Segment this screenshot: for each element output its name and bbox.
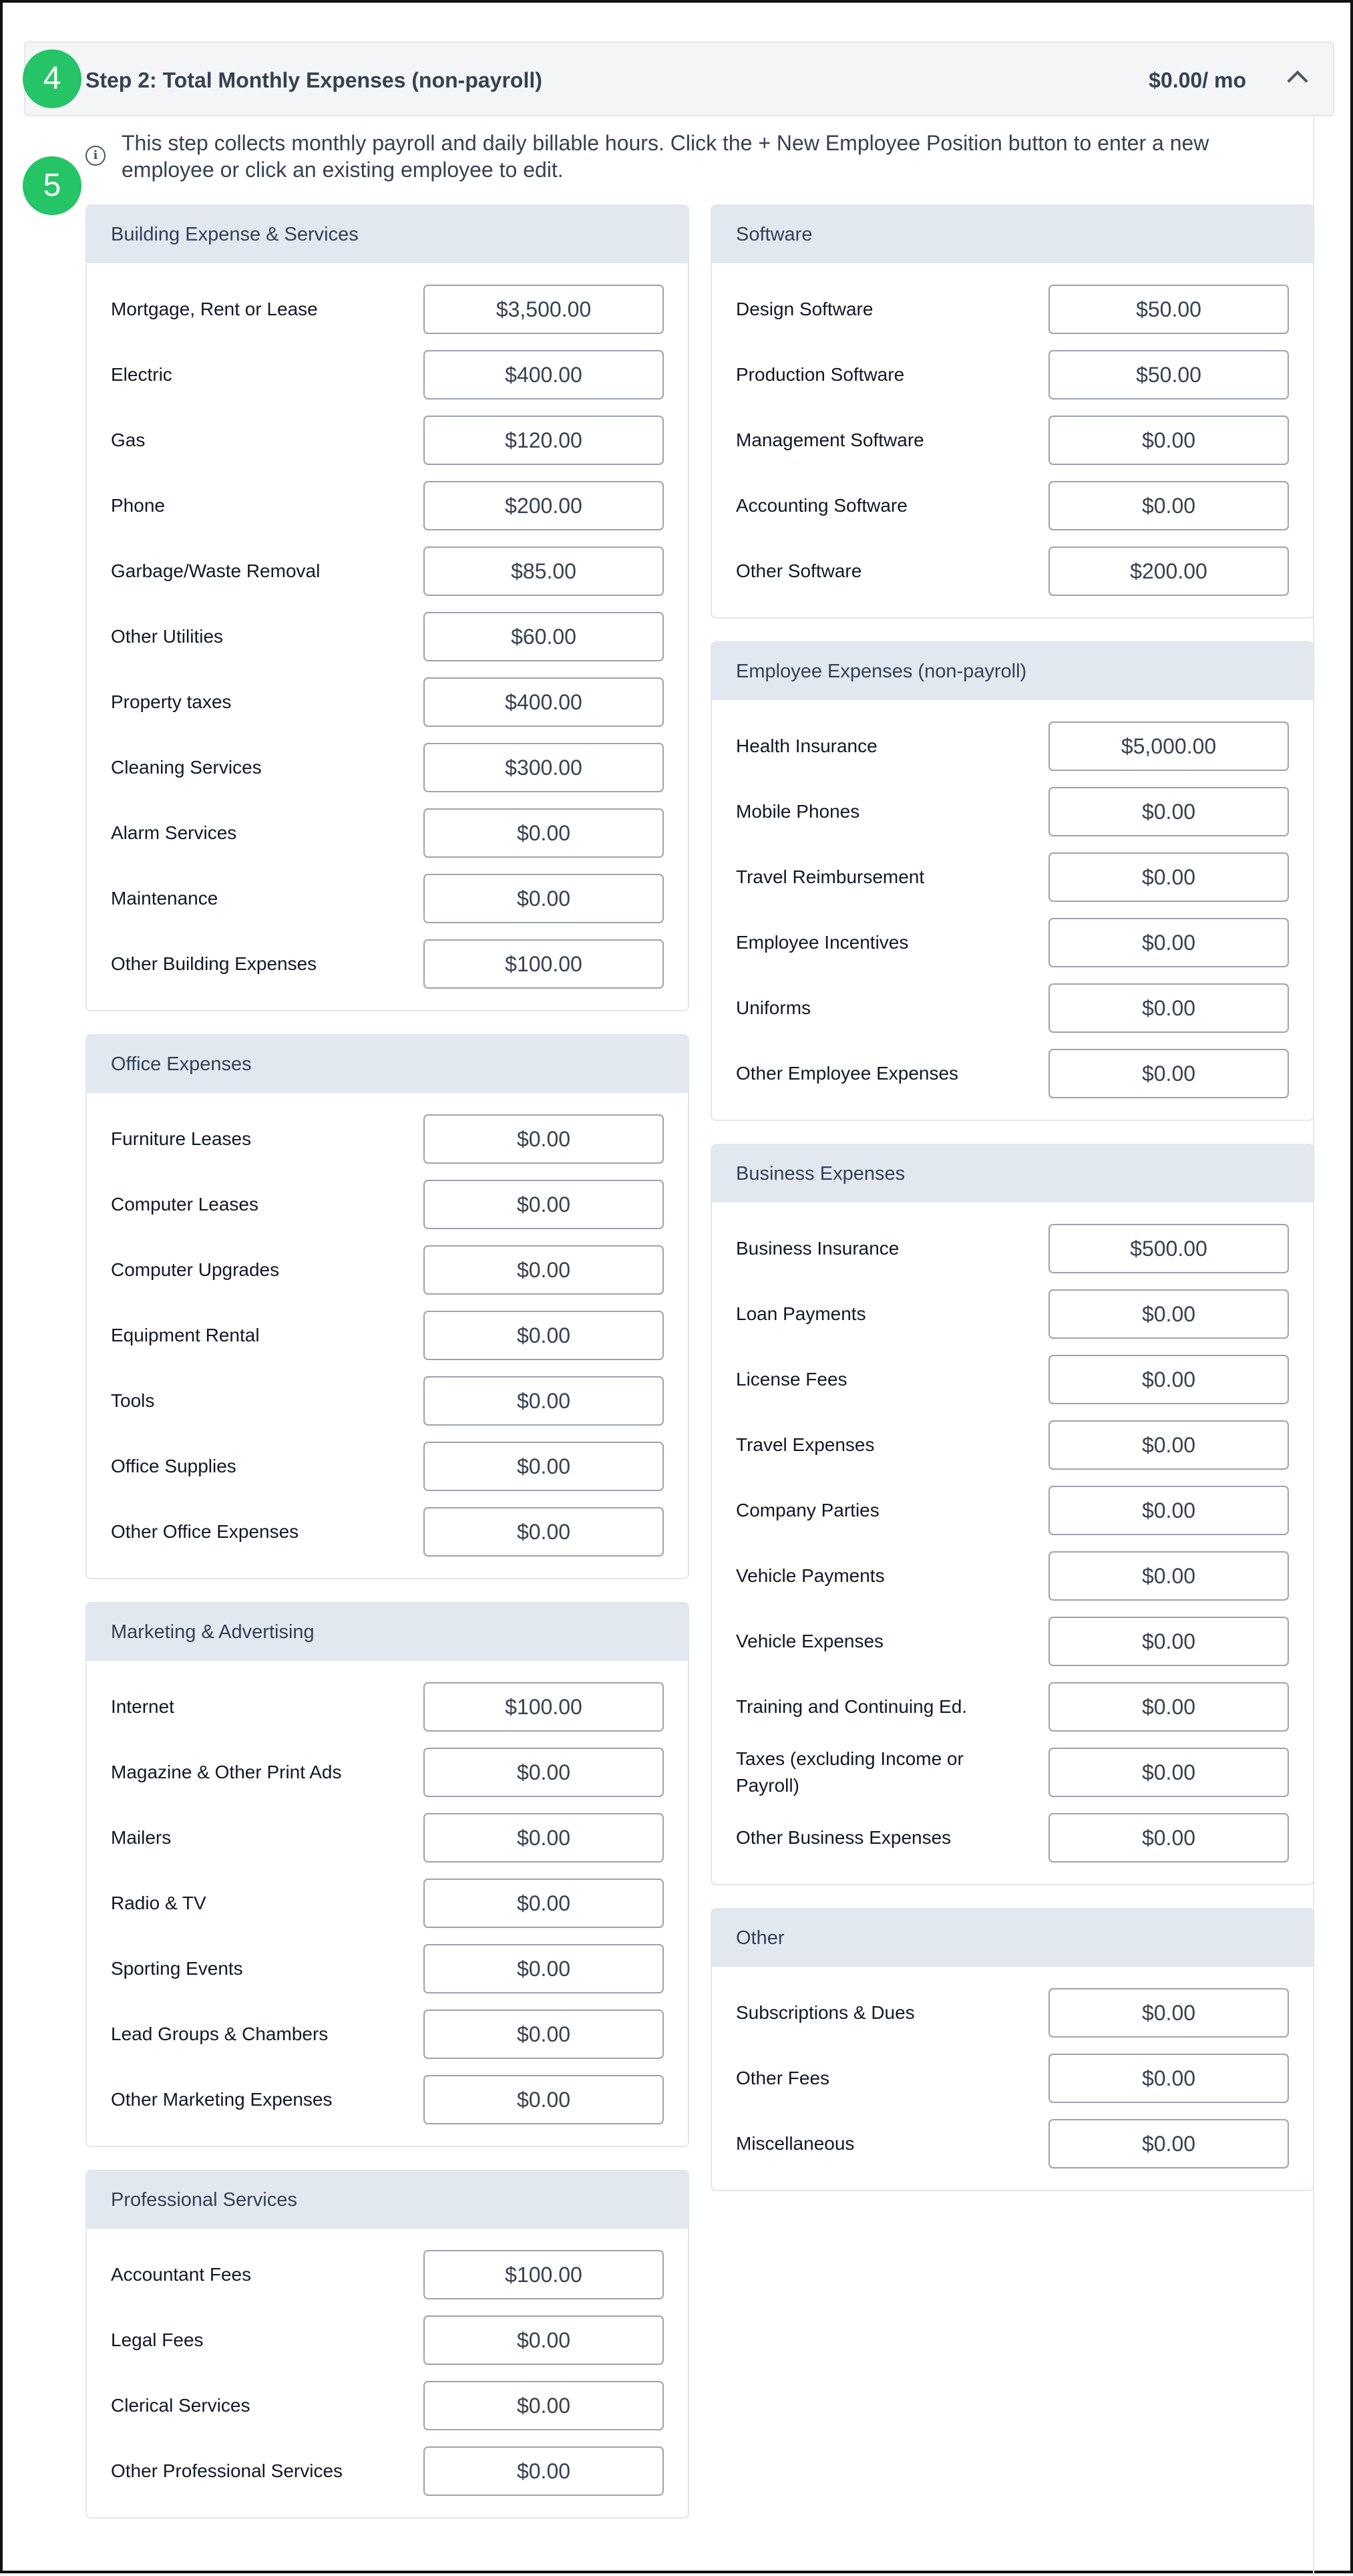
expense-row [87, 342, 688, 408]
expense-label: Accounting Software [736, 495, 908, 516]
expense-label: Company Parties [736, 1500, 880, 1520]
panel-business-expenses [711, 1144, 1314, 1885]
expense-label: Business Insurance [736, 1238, 900, 1259]
expense-amount-input[interactable] [423, 416, 664, 465]
expense-label: Computer Leases [111, 1194, 259, 1215]
expense-label: Other Office Expenses [111, 1521, 299, 1542]
expense-amount-input[interactable] [1048, 1486, 1289, 1535]
expense-row [87, 2373, 688, 2438]
expense-row [712, 1674, 1313, 1740]
expense-amount-input[interactable] [423, 2009, 664, 2059]
expense-label: Subscriptions & Dues [736, 2002, 915, 2023]
expense-row [712, 473, 1313, 538]
expense-label: Other Marketing Expenses [111, 2089, 333, 2110]
expense-label: Training and Continuing Ed. [736, 1696, 968, 1717]
expense-amount-input[interactable] [423, 1311, 664, 1360]
info-number-badge: 5 [23, 156, 81, 215]
expense-row [87, 1740, 688, 1805]
chevron-up-icon[interactable] [1287, 70, 1308, 91]
expense-amount-input[interactable] [423, 481, 664, 530]
panel-header: Other [712, 1909, 1313, 1967]
expense-amount-input[interactable] [1048, 1682, 1289, 1732]
expense-row [712, 1478, 1313, 1543]
expense-amount-input[interactable] [1048, 285, 1289, 334]
expense-label: Electric [111, 364, 172, 385]
panel-header: Professional Services [87, 2171, 688, 2229]
panel-body [87, 2229, 688, 2517]
expense-label: Mailers [111, 1827, 172, 1848]
expense-amount-input[interactable] [1048, 721, 1289, 771]
expense-amount-input[interactable] [1048, 416, 1289, 465]
expense-label: Other Employee Expenses [736, 1063, 959, 1084]
panel-body [712, 1967, 1313, 2190]
expense-label: Miscellaneous [736, 2133, 855, 2154]
expense-amount-input[interactable] [423, 2381, 664, 2430]
panel-professional-services [85, 2170, 689, 2519]
expense-label: Other Utilities [111, 626, 224, 647]
step-header[interactable] [24, 41, 1334, 116]
expense-row [712, 2046, 1313, 2111]
expense-label: Tools [111, 1390, 155, 1411]
expense-amount-input[interactable] [1048, 787, 1289, 836]
expense-row [712, 1609, 1313, 1674]
expense-row [87, 1936, 688, 2001]
expense-row [87, 1434, 688, 1499]
info-text: This step collects monthly payroll and daily billable hours. Click the + New Employee Position button to enter a new employee or click an existing employee to edit. [122, 131, 1209, 182]
expense-row [712, 1980, 1313, 2046]
expense-amount-input[interactable] [423, 939, 664, 989]
expense-row [712, 1543, 1313, 1609]
expense-label: Taxes (excluding Income or Payroll) [736, 1748, 964, 1796]
expense-row [87, 2242, 688, 2307]
panel-header: Employee Expenses (non-payroll) [712, 643, 1313, 700]
expense-label: Office Supplies [111, 1456, 236, 1476]
panel-body [712, 1202, 1313, 1884]
expense-row [87, 1805, 688, 1871]
expense-amount-input[interactable] [423, 2315, 664, 2365]
expense-row [87, 1368, 688, 1434]
info-icon: i [85, 146, 106, 166]
expense-row [87, 1871, 688, 1936]
panel-header: Building Expense & Services [87, 206, 688, 263]
expense-label: Property taxes [111, 691, 232, 712]
expense-row [87, 2438, 688, 2504]
expense-row [712, 975, 1313, 1041]
expense-amount-input[interactable] [423, 1180, 664, 1229]
panel-building-expense-services [85, 204, 689, 1011]
expense-label: Mobile Phones [736, 801, 860, 822]
expense-label: Other Professional Services [111, 2460, 343, 2481]
expense-amount-input[interactable] [423, 677, 664, 727]
expense-label: Maintenance [111, 888, 218, 909]
panel-header: Business Expenses [712, 1145, 1313, 1202]
expense-amount-input[interactable] [423, 546, 664, 596]
panel-employee-expenses [711, 641, 1314, 1121]
panel-other [711, 1908, 1314, 2191]
panel-body [87, 1661, 688, 2146]
expense-amount-input[interactable] [1048, 546, 1289, 596]
expense-row [87, 735, 688, 800]
expense-label: Sporting Events [111, 1958, 243, 1979]
expense-amount-input[interactable] [1048, 1988, 1289, 2038]
expense-amount-input[interactable] [423, 1114, 664, 1164]
expense-amount-input[interactable] [1048, 1617, 1289, 1666]
expense-label: Equipment Rental [111, 1325, 260, 1345]
expense-row [87, 1499, 688, 1565]
expense-label: Computer Upgrades [111, 1259, 280, 1280]
expense-amount-input[interactable] [1048, 918, 1289, 967]
expense-label: Health Insurance [736, 736, 878, 756]
expense-amount-input[interactable] [423, 2075, 664, 2124]
expense-label: Other Business Expenses [736, 1827, 952, 1848]
expense-label: Magazine & Other Print Ads [111, 1762, 342, 1782]
expense-amount-input[interactable] [1048, 1224, 1289, 1273]
expense-label: Mortgage, Rent or Lease [111, 299, 318, 319]
expense-amount-input[interactable] [423, 285, 664, 334]
expense-amount-input[interactable] [1048, 2054, 1289, 2103]
expense-amount-input[interactable] [1048, 1049, 1289, 1098]
expense-row [712, 844, 1313, 910]
expense-amount-input[interactable] [423, 874, 664, 923]
step-title: Step 2: Total Monthly Expenses (non-payroll) [85, 68, 542, 92]
expense-amount-input[interactable] [423, 1682, 664, 1732]
expense-label: Other Building Expenses [111, 953, 317, 974]
expense-row [712, 1281, 1313, 1347]
expense-row [712, 910, 1313, 975]
panel-software [711, 204, 1314, 619]
expense-label: Other Software [736, 560, 862, 581]
expense-label: Radio & TV [111, 1893, 206, 1913]
expense-row [712, 342, 1313, 408]
expense-amount-input[interactable] [423, 1442, 664, 1491]
expense-amount-input[interactable] [1048, 1420, 1289, 1470]
expense-label: Alarm Services [111, 822, 237, 843]
panel-marketing-advertising [85, 1602, 689, 2147]
panel-body [712, 700, 1313, 1120]
left-column [85, 204, 689, 2541]
expense-row [87, 2307, 688, 2373]
expense-amount-input[interactable] [423, 1376, 664, 1426]
expense-amount-input[interactable] [423, 2250, 664, 2299]
expense-label: Clerical Services [111, 2395, 250, 2416]
panel-body [87, 263, 688, 1010]
panel-office-expenses [85, 1034, 689, 1579]
expense-row [712, 1740, 1313, 1805]
expense-row [87, 473, 688, 538]
expense-row [87, 2001, 688, 2067]
step-number-badge: 4 [23, 49, 81, 108]
expense-amount-input[interactable] [1048, 1289, 1289, 1339]
expense-amount-input[interactable] [423, 1748, 664, 1797]
expense-amount-input[interactable] [423, 743, 664, 792]
expense-amount-input[interactable] [423, 350, 664, 399]
expense-label: License Fees [736, 1369, 847, 1390]
expense-row [87, 2067, 688, 2132]
expense-label: Gas [111, 430, 146, 450]
expense-row [87, 277, 688, 342]
expense-row [87, 866, 688, 931]
expense-row [712, 713, 1313, 779]
expense-amount-input[interactable] [1048, 1551, 1289, 1601]
expense-amount-input[interactable] [1048, 852, 1289, 902]
expense-label: Vehicle Expenses [736, 1631, 884, 1651]
expense-amount-input[interactable] [423, 612, 664, 661]
expense-label: Design Software [736, 299, 874, 319]
expense-label: Uniforms [736, 997, 811, 1018]
expense-amount-input[interactable] [1048, 350, 1289, 399]
expense-label: Phone [111, 495, 165, 516]
expense-amount-input[interactable] [1048, 2119, 1289, 2168]
expense-row [87, 1303, 688, 1368]
expense-row [712, 2111, 1313, 2177]
expense-amount-input[interactable] [423, 1879, 664, 1928]
expense-row [87, 1674, 688, 1740]
expense-label: Internet [111, 1696, 174, 1717]
expense-label: Other Fees [736, 2068, 830, 2088]
step-total-amount: $0.00/ mo [1149, 68, 1246, 92]
expense-amount-input[interactable] [1048, 1748, 1289, 1797]
expense-amount-input[interactable] [423, 1944, 664, 1993]
expense-label: Vehicle Payments [736, 1565, 885, 1586]
expense-row [87, 1106, 688, 1172]
expense-row [87, 604, 688, 669]
expense-label: Travel Expenses [736, 1434, 875, 1455]
expense-row [87, 538, 688, 604]
expense-row [712, 538, 1313, 604]
panel-header: Marketing & Advertising [87, 1603, 688, 1661]
expense-amount-input[interactable] [1048, 1813, 1289, 1863]
expense-row [87, 800, 688, 866]
expense-row [87, 1237, 688, 1303]
panel-header: Software [712, 206, 1313, 263]
expense-amount-input[interactable] [423, 2446, 664, 2496]
expense-row [87, 408, 688, 473]
expense-label: Loan Payments [736, 1303, 866, 1324]
expense-row [712, 779, 1313, 844]
expense-label: Garbage/Waste Removal [111, 560, 321, 581]
expense-label: Employee Incentives [736, 932, 909, 953]
expense-row [712, 277, 1313, 342]
expense-row [712, 1347, 1313, 1412]
expense-label: Production Software [736, 364, 905, 385]
expense-label: Cleaning Services [111, 757, 262, 778]
expense-label: Lead Groups & Chambers [111, 2024, 329, 2044]
expense-amount-input[interactable] [423, 1813, 664, 1863]
panel-header: Office Expenses [87, 1035, 688, 1093]
expense-label: Furniture Leases [111, 1128, 252, 1149]
expense-label: Accountant Fees [111, 2264, 252, 2285]
expense-label: Management Software [736, 430, 924, 450]
expense-amount-input[interactable] [423, 808, 664, 858]
expense-amount-input[interactable] [1048, 1355, 1289, 1404]
panel-body [87, 1093, 688, 1578]
right-column [711, 204, 1314, 2214]
expense-row [87, 669, 688, 735]
expense-row [712, 1041, 1313, 1106]
expense-row [87, 1172, 688, 1237]
expense-amount-input[interactable] [1048, 983, 1289, 1033]
expense-label: Travel Reimbursement [736, 866, 925, 887]
panel-body [712, 263, 1313, 617]
expense-amount-input[interactable] [423, 1245, 664, 1295]
expense-row [712, 408, 1313, 473]
expense-row [712, 1216, 1313, 1281]
expense-label: Legal Fees [111, 2329, 204, 2350]
expense-row [712, 1412, 1313, 1478]
expense-row [712, 1805, 1313, 1871]
expense-amount-input[interactable] [423, 1507, 664, 1557]
expense-row [87, 931, 688, 997]
expense-amount-input[interactable] [1048, 481, 1289, 530]
